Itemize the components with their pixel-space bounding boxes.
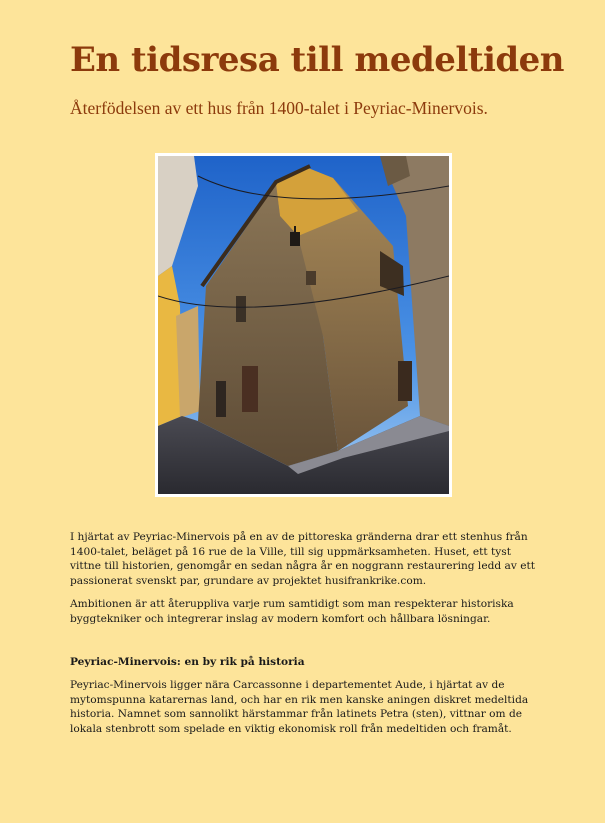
section-heading: Peyriac-Minervois: en by rik på historia: [70, 656, 305, 668]
page-title: En tidsresa till medeltiden: [70, 40, 565, 80]
section-paragraph: Peyriac-Minervois ligger nära Carcassonne i departementet Aude, i hjärtat av de mytomspunna katarernas land, och har en rik men kanske aningen diskret medeltida historia. Namnet som sannolikt härstammar från latinets Petra (sten), vittnar om de lokala stenbrott som spelade en viktig ekonomisk roll från medeltiden och framåt.: [70, 679, 529, 735]
house-photo: [155, 153, 452, 497]
intro-paragraph-2: Ambitionen är att återuppliva varje rum samtidigt som man respekterar historiska byggtekniker och integrerar inslag av modern komfort och hållbara lösningar.: [70, 598, 514, 625]
medieval-house-illustration: [158, 156, 449, 494]
page-subtitle: Återfödelsen av ett hus från 1400-talet i Peyriac-Minervois.: [70, 98, 488, 118]
intro-paragraph-1: I hjärtat av Peyriac-Minervois på en av de pittoreska gränderna drar ett stenhus från 1400-talet, beläget på 16 rue de la Ville, till sig uppmärksamheten. Huset, ett tyst vittne till historien, genomgår en sedan några år en noggrann restaurering ledd av ett passionerat svenskt par, grundare av projektet husifrankrike.com.: [70, 531, 535, 587]
